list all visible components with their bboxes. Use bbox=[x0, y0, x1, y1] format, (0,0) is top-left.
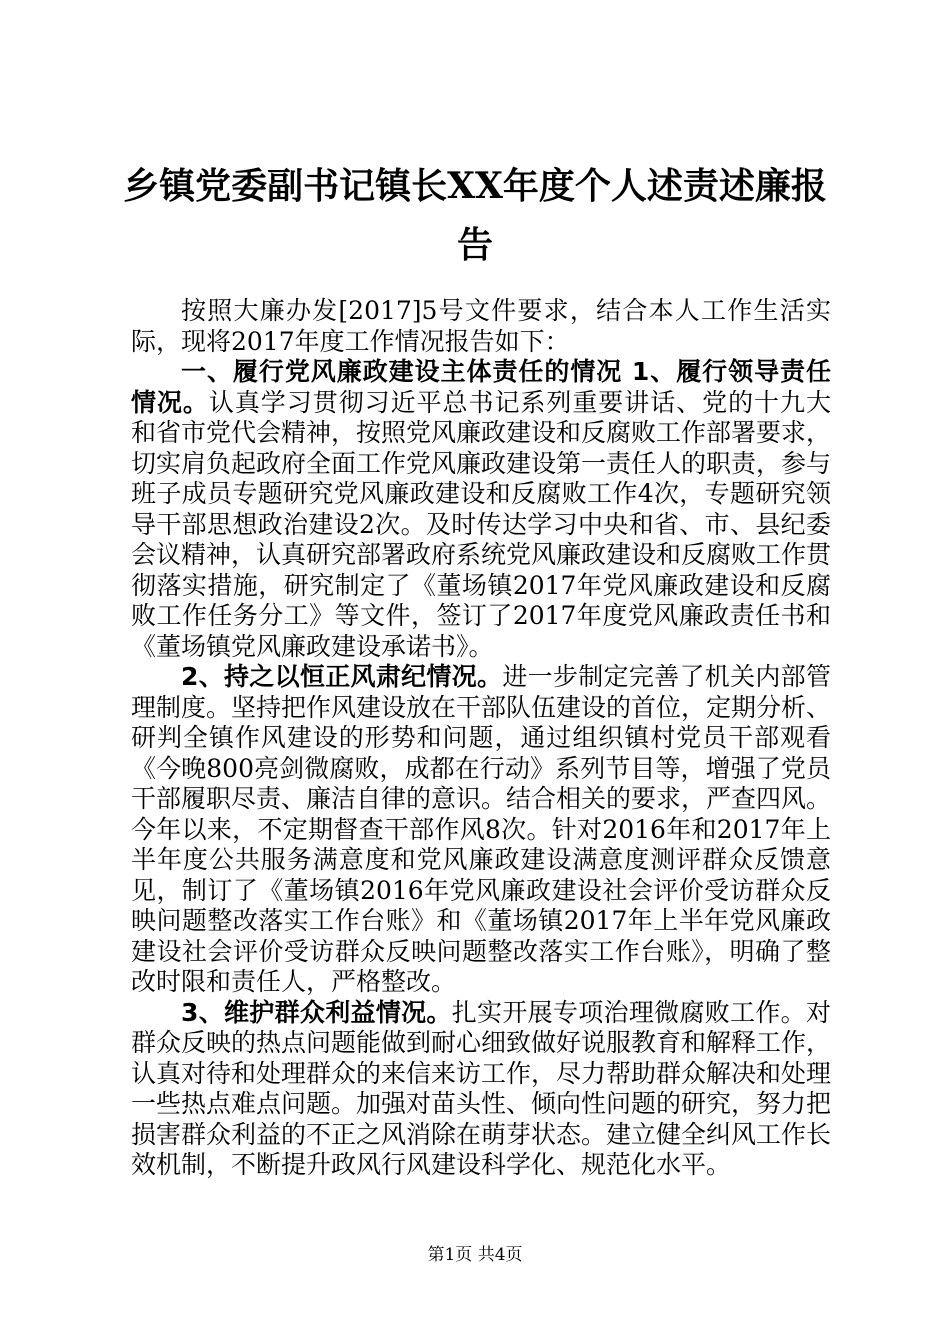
document-body bbox=[131, 296, 831, 1181]
paragraph-text: 按照大廉办发[2017]5号文件要求，结合本人工作生活实际，现将2017年度工作情况报告如下： bbox=[131, 296, 831, 356]
page-footer: 第1页 共4页 bbox=[427, 1245, 523, 1265]
paragraph-intro bbox=[131, 296, 831, 357]
paragraph-section-1 bbox=[131, 357, 831, 662]
paragraph-section-3 bbox=[131, 998, 831, 1181]
paragraph-text: 认真学习贯彻习近平总书记系列重要讲话、党的十九大和省市党代会精神，按照党风廉政建设和反腐败工作部署要求，切实肩负起政府全面工作党风廉政建设第一责任人的职责，参与班子成员专题研究党风廉政建设和反腐败工作4次，专题研究领导干部思想政治建设2次。及时传达学习中央和省、市、县纪委会议精神，认真研究部署政府系统党风廉政建设和反腐败工作贯彻落实措施，研究制定了《董场镇2017年党风廉政建设和反腐败工作任务分工》等文件，签订了2017年度党风廉政责任书和《董场镇党风廉政建设承诺书》。 bbox=[131, 387, 832, 661]
paragraph-heading: 一、履行党风廉政建设主体责任的情况 1、履行领导责任情况。 bbox=[131, 357, 831, 417]
paragraph-heading: 3、维护群众利益情况。 bbox=[181, 997, 452, 1027]
paragraph-text: 进一步制定完善了机关内部管理制度。坚持把作风建设放在干部队伍建设的首位，定期分析、研判全镇作风建设的形势和问题，通过组织镇村党员干部观看《今晚800亮剑微腐败，成都在行动》系列节目等，增强了党员干部履职尽责、廉洁自律的意识。结合相关的要求，严查四风。今年以来，不定期督查干部作风8次。针对2016年和2017年上半年度公共服务满意度和党风廉政建设满意度测评群众反馈意见，制订了《董场镇2016年党风廉政建设社会评价受访群众反映问题整改落实工作台账》和《董场镇2017年上半年党风廉政建设社会评价受访群众反映问题整改落实工作台账》，明确了整改时限和责任人，严格整改。 bbox=[131, 662, 832, 996]
paragraph-text: 扎实开展专项治理微腐败工作。对群众反映的热点问题能做到耐心细致做好说服教育和解释工作，认真对待和处理群众的来信来访工作，尽力帮助群众解决和处理一些热点难点问题。加强对苗头性、倾向性问题的研究，努力把损害群众利益的不正之风消除在萌芽状态。建立健全纠风工作长效机制，不断提升政风行风建设科学化、规范化水平。 bbox=[131, 997, 832, 1179]
document-title: 乡镇党委副书记镇长XX年度个人述责述廉报告 bbox=[123, 165, 827, 266]
paragraph-section-2 bbox=[131, 662, 831, 998]
paragraph-heading: 2、持之以恒正风肃纪情况。 bbox=[181, 662, 503, 691]
